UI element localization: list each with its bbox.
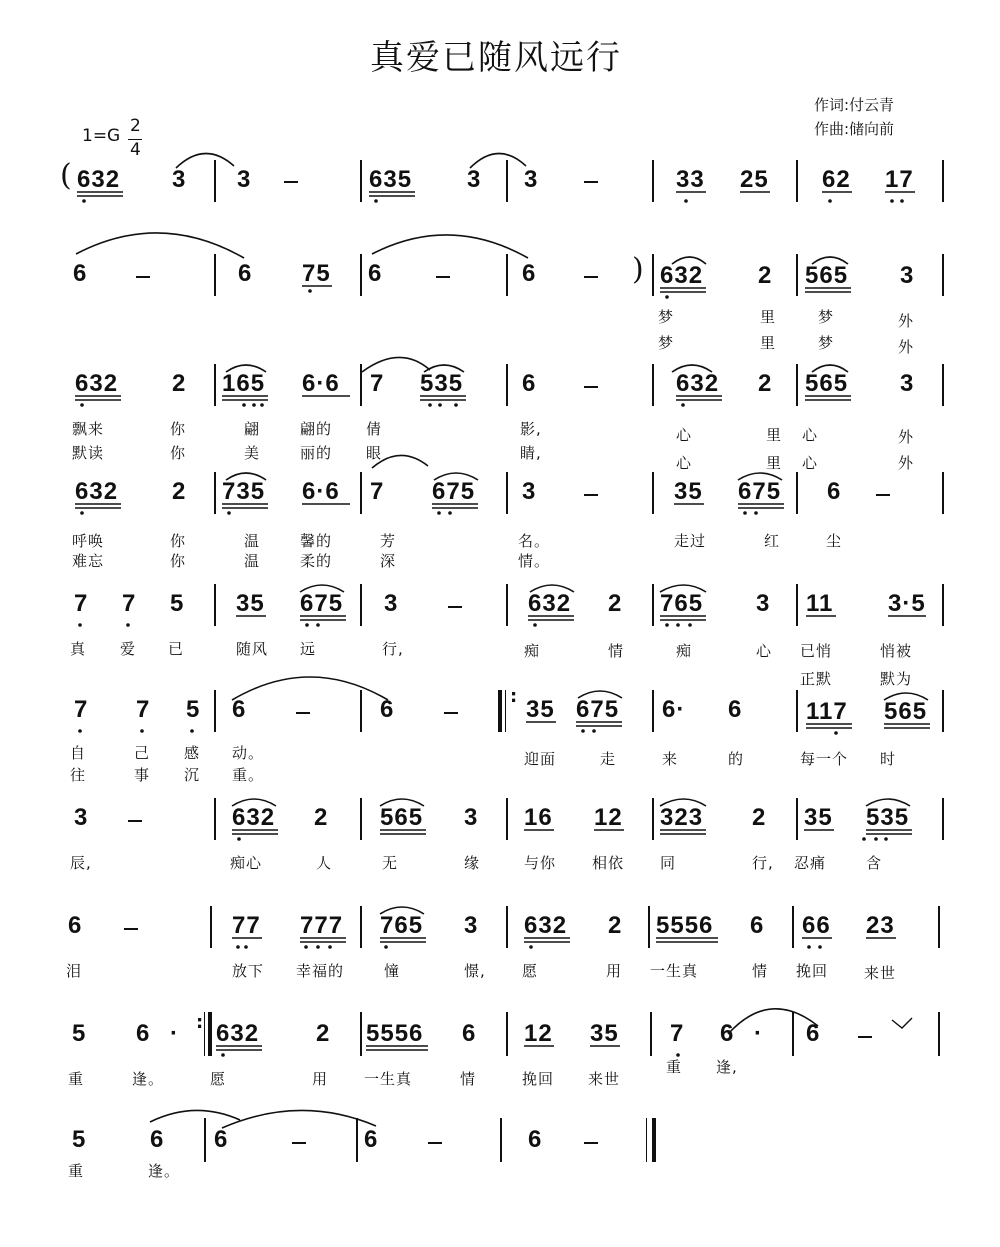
note-group: 323	[660, 804, 704, 831]
lyric: 痴	[524, 642, 541, 660]
lyric: 行,	[752, 854, 774, 872]
note-group: 2	[316, 1020, 331, 1047]
lyric: 逢。	[148, 1162, 181, 1180]
lyric: 里	[760, 308, 777, 326]
time-signature-bottom: 4	[130, 140, 141, 160]
note-group: 5	[72, 1020, 87, 1047]
lyric: 外	[898, 338, 915, 356]
lyric: 眼	[366, 444, 383, 462]
note-group: 17	[885, 166, 914, 193]
lyric: 梦	[658, 334, 675, 352]
note-group: 2	[758, 370, 773, 397]
close-parenthesis: )	[632, 252, 645, 287]
note-group: 3	[74, 804, 89, 831]
note-group: 3	[756, 590, 771, 617]
lyric: 愿	[522, 962, 539, 980]
note-group: 6·6	[302, 370, 340, 397]
note-group: 5	[186, 696, 201, 723]
lyric: 里	[760, 334, 777, 352]
note-group: 165	[222, 370, 266, 397]
time-signature-top: 2	[130, 116, 141, 136]
note-group: 5556	[366, 1020, 424, 1047]
note-group: 632	[216, 1020, 260, 1047]
lyric: 来	[662, 750, 679, 768]
note-group: 2	[608, 590, 623, 617]
note-group: 6	[232, 696, 247, 723]
lyric: 痴	[676, 642, 693, 660]
lyric: 你	[170, 552, 187, 570]
lyric: 芳	[380, 532, 397, 550]
lyric: 重。	[232, 766, 265, 784]
lyric: 憧	[384, 962, 401, 980]
note-group: ·	[170, 1020, 179, 1047]
note-group: 6	[522, 370, 537, 397]
note-group: 632	[77, 166, 121, 193]
lyric: 心	[802, 426, 819, 444]
lyric: 已悄	[800, 642, 833, 660]
lyric: 重	[666, 1058, 683, 1076]
repeat-dots: :	[196, 1012, 204, 1033]
lyric: 每一个	[800, 750, 849, 768]
lyric: 幸福的	[296, 962, 345, 980]
note-group: 6	[806, 1020, 821, 1047]
lyric: 愿	[210, 1070, 227, 1088]
note-group: 5	[170, 590, 185, 617]
note-group: 675	[432, 478, 476, 505]
note-group: 632	[75, 478, 119, 505]
note-group: 565	[805, 370, 849, 397]
lyric: 梦	[818, 308, 835, 326]
note-group: 6·6	[302, 478, 340, 505]
note-group: 5556	[656, 912, 714, 939]
note-group: 35	[236, 590, 265, 617]
lyric: 人	[316, 854, 333, 872]
lyric: 来世	[864, 964, 897, 982]
lyric: 沉	[184, 766, 201, 784]
lyric: 含	[866, 854, 883, 872]
note-group: 12	[594, 804, 623, 831]
note-group: 62	[822, 166, 851, 193]
lyric: 名。	[518, 532, 551, 550]
lyric: 睛,	[520, 444, 542, 462]
lyric: 尘	[826, 532, 843, 550]
lyric: 红	[764, 532, 781, 550]
lyric: 翩的	[300, 420, 333, 438]
lyric: 心	[802, 454, 819, 472]
lyric: 用	[312, 1070, 329, 1088]
note-group: 3	[464, 912, 479, 939]
lyric: 真	[70, 640, 87, 658]
lyricist-credit: 作词:付云青	[814, 96, 895, 114]
note-group: 632	[75, 370, 119, 397]
lyric: 默读	[72, 444, 105, 462]
note-group: 16	[524, 804, 553, 831]
note-group: 6	[528, 1126, 543, 1153]
note-group: 3	[900, 262, 915, 289]
lyric: 深	[380, 552, 397, 570]
lyric: 动。	[232, 744, 265, 762]
lyric: 心	[756, 642, 773, 660]
note-group: 66	[802, 912, 831, 939]
lyric: 柔的	[300, 552, 333, 570]
note-group: 35	[804, 804, 833, 831]
note-group: 23	[866, 912, 895, 939]
lyric: 来世	[588, 1070, 621, 1088]
lyric: 痴心	[230, 854, 263, 872]
lyric: 已	[168, 640, 185, 658]
note-group: 675	[300, 590, 344, 617]
lyric: 一生真	[364, 1070, 413, 1088]
note-group: 117	[806, 698, 848, 725]
lyric: 倩	[366, 420, 383, 438]
note-group: 35	[674, 478, 703, 505]
note-group: 675	[576, 696, 620, 723]
lyric: 逢,	[716, 1058, 738, 1076]
note-group: 6·	[662, 696, 686, 723]
lyric: 默为	[880, 670, 913, 688]
note-group: 6	[462, 1020, 477, 1047]
lyric: 心	[676, 454, 693, 472]
note-group: 6	[136, 1020, 151, 1047]
note-group: 3	[522, 478, 537, 505]
lyric: 梦	[658, 308, 675, 326]
note-group: 2	[314, 804, 329, 831]
lyric: 难忘	[72, 552, 105, 570]
note-group: 35	[590, 1020, 619, 1047]
note-group: 3	[900, 370, 915, 397]
lyric: 己	[134, 744, 151, 762]
lyric: 温	[244, 552, 261, 570]
note-group: 632	[676, 370, 720, 397]
lyric: 一生真	[650, 962, 699, 980]
note-group: 7	[74, 590, 89, 617]
lyric: 无	[382, 854, 399, 872]
note-group: 12	[524, 1020, 553, 1047]
lyric: 影,	[520, 420, 542, 438]
note-group: 777	[300, 912, 344, 939]
note-group: 675	[738, 478, 782, 505]
lyric: 正默	[800, 670, 833, 688]
note-group: 6	[214, 1126, 229, 1153]
note-group: 7	[74, 696, 89, 723]
note-group: 6	[368, 260, 383, 287]
note-group: 735	[222, 478, 266, 505]
lyric: 憬,	[464, 962, 486, 980]
note-group: 3	[172, 166, 187, 193]
note-group: 2	[608, 912, 623, 939]
note-group: 3·5	[888, 590, 926, 617]
note-group: 5	[72, 1126, 87, 1153]
lyric: 飘来	[72, 420, 105, 438]
note-group: 35	[526, 696, 555, 723]
note-group: 535	[866, 804, 910, 831]
note-group: 7	[370, 478, 385, 505]
note-group: 565	[884, 698, 928, 725]
note-group: 632	[232, 804, 276, 831]
lyric: 里	[766, 426, 783, 444]
note-group: 632	[528, 590, 572, 617]
note-group: 2	[172, 478, 187, 505]
lyric: 情	[752, 962, 769, 980]
lyric: 爱	[120, 640, 137, 658]
note-group: 7	[370, 370, 385, 397]
lyric: 你	[170, 444, 187, 462]
note-group: 6	[364, 1126, 379, 1153]
lyric: 外	[898, 312, 915, 330]
lyric: 情	[460, 1070, 477, 1088]
lyric: 悄被	[880, 642, 913, 660]
note-group: 7	[670, 1020, 685, 1047]
lyric: 美	[244, 444, 261, 462]
lyric: 你	[170, 420, 187, 438]
lyric: 缘	[464, 854, 481, 872]
lyric: 逢。	[132, 1070, 165, 1088]
lyric: 走	[600, 750, 617, 768]
lyric: 随风	[236, 640, 269, 658]
lyric: 同	[660, 854, 677, 872]
note-group: 11	[806, 590, 834, 617]
note-group: 6	[238, 260, 253, 287]
lyric: 丽的	[300, 444, 333, 462]
lyric: 与你	[524, 854, 557, 872]
lyric: 往	[70, 766, 87, 784]
note-group: 25	[740, 166, 769, 193]
lyric: 重	[68, 1162, 85, 1180]
lyric: 辰,	[70, 854, 92, 872]
note-group: 6	[750, 912, 765, 939]
lyric: 事	[134, 766, 151, 784]
lyric: 感	[184, 744, 201, 762]
lyric: 外	[898, 454, 915, 472]
lyric: 泪	[66, 962, 83, 980]
note-group: 765	[380, 912, 424, 939]
lyric: 梦	[818, 334, 835, 352]
note-group: 7	[122, 590, 137, 617]
lyric: 的	[728, 750, 745, 768]
note-group: 3	[464, 804, 479, 831]
lyric: 用	[606, 962, 623, 980]
note-group: 2	[172, 370, 187, 397]
note-group: 6	[73, 260, 88, 287]
note-group: 6	[728, 696, 743, 723]
lyric: 里	[766, 454, 783, 472]
lyric: 自	[70, 744, 87, 762]
open-parenthesis: (	[60, 158, 73, 193]
note-group: 2	[758, 262, 773, 289]
lyric: 迎面	[524, 750, 557, 768]
note-group: 77	[232, 912, 261, 939]
lyric: 忍痛	[794, 854, 827, 872]
lyric: 情	[608, 642, 625, 660]
lyric: 呼唤	[72, 532, 105, 550]
lyric: 外	[898, 428, 915, 446]
note-group: 3	[524, 166, 539, 193]
note-group: 3	[237, 166, 252, 193]
lyric: 远	[300, 640, 317, 658]
lyric: 挽回	[522, 1070, 555, 1088]
song-title: 真爱已随风远行	[370, 38, 622, 78]
lyric: 情。	[518, 552, 551, 570]
note-group: 632	[524, 912, 568, 939]
note-group: 33	[676, 166, 705, 193]
repeat-dots: :	[510, 686, 518, 707]
lyric: 馨的	[300, 532, 333, 550]
note-group: 6	[827, 478, 842, 505]
note-group: 632	[660, 262, 704, 289]
lyric: 行,	[382, 640, 404, 658]
key-signature: 1=G	[82, 126, 121, 146]
lyric: 翩	[244, 420, 261, 438]
note-group: 6	[150, 1126, 165, 1153]
note-group: 3	[384, 590, 399, 617]
note-group: 565	[380, 804, 424, 831]
lyric: 心	[676, 426, 693, 444]
note-group: 535	[420, 370, 464, 397]
note-group: 6	[380, 696, 395, 723]
note-group: 6	[720, 1020, 735, 1047]
lyric: 走过	[674, 532, 707, 550]
lyric: 你	[170, 532, 187, 550]
note-group: 75	[302, 260, 331, 287]
note-group: 565	[805, 262, 849, 289]
note-group: 765	[660, 590, 704, 617]
lyric: 相依	[592, 854, 625, 872]
note-group: 7	[136, 696, 151, 723]
lyric: 时	[880, 750, 897, 768]
lyric: 放下	[232, 962, 265, 980]
note-group: 6	[522, 260, 537, 287]
note-group: 6	[68, 912, 83, 939]
note-group: 3	[467, 166, 482, 193]
note-group: 2	[752, 804, 767, 831]
lyric: 挽回	[796, 962, 829, 980]
lyric: 温	[244, 532, 261, 550]
composer-credit: 作曲:储向前	[814, 120, 895, 138]
lyric: 重	[68, 1070, 85, 1088]
note-group: 635	[369, 166, 413, 193]
note-group: ·	[754, 1020, 763, 1047]
